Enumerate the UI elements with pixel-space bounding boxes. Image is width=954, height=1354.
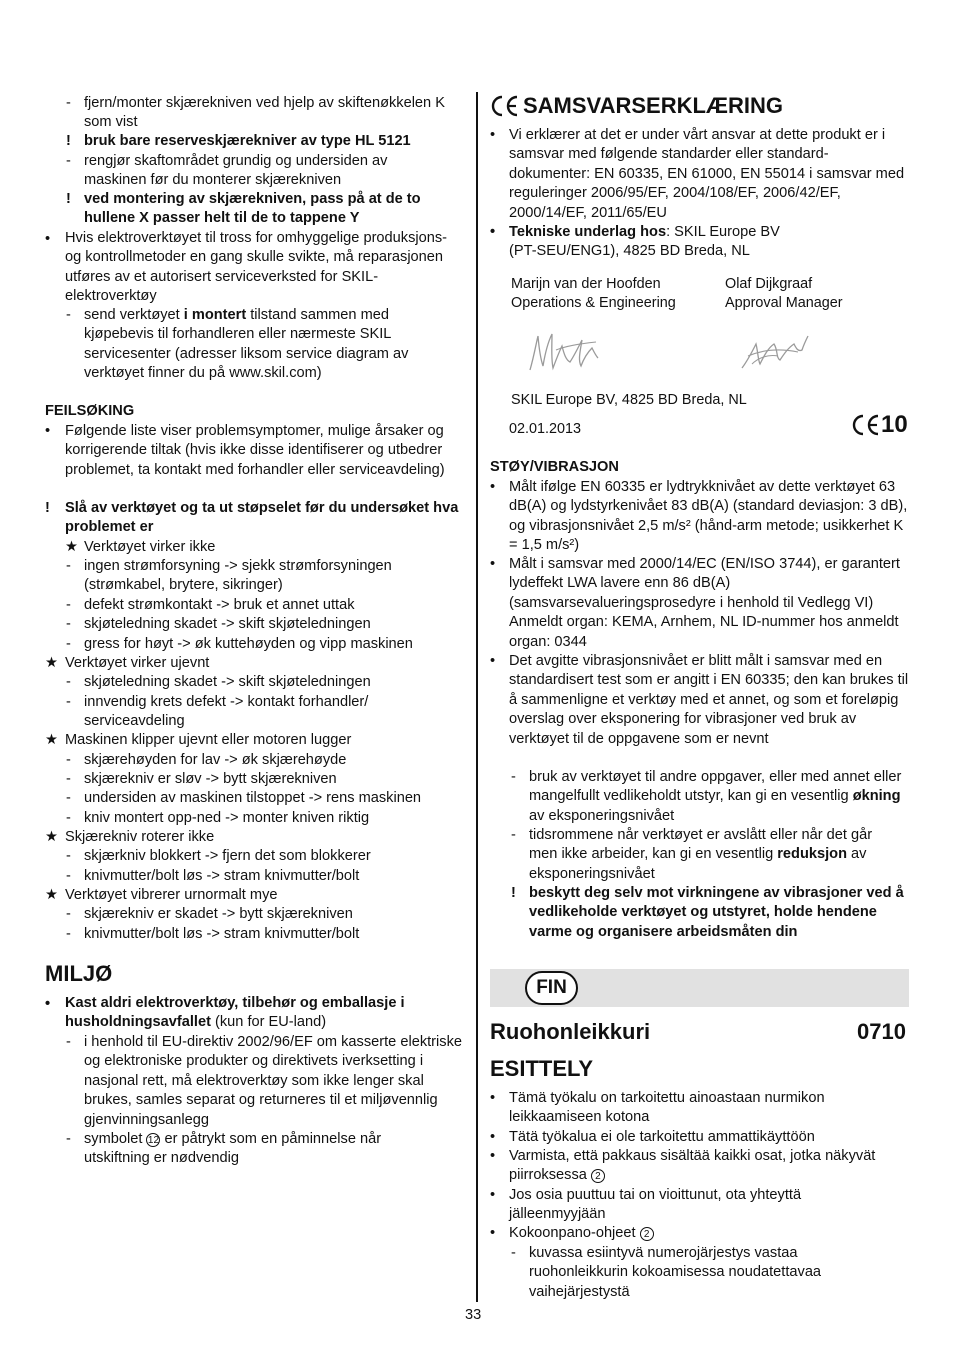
fi-bullet: Varmista, että pakkaus sisältää kaikki osat, jotka näkyvät piirroksessa 2: [509, 1148, 876, 1184]
company-line: SKIL Europe BV, 4825 BD Breda, NL: [511, 392, 747, 408]
trouble-cause: undersiden av maskinen tilstoppet -> rens maskinen: [84, 790, 422, 806]
ce-mark-icon: [490, 94, 520, 118]
trouble-cause: kniv montert opp-ned -> monter kniven riktig: [84, 810, 370, 826]
trouble-cause: skjærehøyden for lav -> øk skjærehøyde: [84, 752, 347, 768]
list-item: rengjør skaftområdet grundig og undersiden av maskinen før du monterer skjærekniven: [84, 153, 388, 189]
trouble-cause: defekt strømkontakt -> bruk et annet uttak: [84, 597, 355, 613]
feilsoking-intro: Følgende liste viser problemsymptomer, mulige årsaker og korrigerende tiltak (hvis ikke disse identifiserer og utbedrer problemet, ta kontakt med forhandler eller serviceavdeling): [65, 423, 445, 478]
dash-marker: -: [66, 1131, 71, 1147]
service-bullet: Hvis elektroverktøyet til tross for omhyggelige produksjons- og kontrollmetoder en gang skulle svikte, må reparasjonen utføres av et autorisert serviceverksted for SKIL-elektroverktøy: [65, 230, 448, 305]
signer-title: Approval Manager: [725, 295, 843, 311]
ce-mark-year: [852, 412, 914, 438]
dash-marker: -: [66, 558, 71, 574]
signature-image: [526, 326, 602, 378]
miljo-heading: MILJØ: [45, 961, 113, 986]
dash-marker: -: [66, 926, 71, 942]
star-marker: ★: [65, 539, 79, 555]
trouble-cause: skjøteledning skadet -> skift skjøteledningen: [84, 674, 371, 690]
bullet-marker: •: [45, 423, 51, 439]
stoy-sub-item: tidsrommene når verktøyet er avslått eller når det går men ikke arbeider, kan gi en vesentlig reduksjon av eksponeringsnivået: [529, 827, 873, 882]
fi-bullet: Jos osia puuttuu tai on vioittunut, ota yhteyttä jälleenmyyjään: [509, 1187, 802, 1223]
dash-marker: -: [66, 694, 71, 710]
fi-bullet: Tämä työkalu on tarkoitettu ainoastaan nurmikon leikkaamiseen kotona: [509, 1090, 825, 1126]
dash-marker: -: [66, 1034, 71, 1050]
trouble-cause: knivmutter/bolt løs -> stram knivmutter/bolt: [84, 868, 360, 884]
bullet-marker: •: [490, 479, 496, 495]
dash-marker: -: [511, 1245, 516, 1261]
dash-marker: -: [511, 827, 516, 843]
list-item: fjern/monter skjærekniven ved hjelp av skiftenøkkelen K som vist: [84, 95, 445, 131]
star-marker: ★: [45, 655, 59, 671]
fi-sub-item: kuvassa esiintyvä numerojärjestys vastaa ruohonleikkurin kokoamisessa noudatettavaa vaihejärjestystä: [529, 1245, 822, 1300]
samsvar-bullet: Vi erklærer at det er under vårt ansvar at dette produkt er i samsvar med følgende standarder eller standard-dokumenter: EN 60335, EN 61000, EN 55014 i samsvar med reguleringer 2006/95/EF, 2004/108/EF, 2006/42/EF, 2000/14/EF, 2011/65/EU: [509, 127, 905, 221]
stoy-bullet: Målt ifølge EN 60335 er lydtrykknivået av dette verktøyet 63 dB(A) og lydstyrkenivået 83 dB(A) (standard deviasjon: 3 dB), og vibrasjonsnivået 2,5 m/s² (hånd-arm metode; usikkerhet K = 1,5 m/s²): [509, 479, 908, 554]
dash-marker: -: [66, 752, 71, 768]
bullet-marker: •: [490, 1129, 496, 1145]
ce-mark-icon: [852, 412, 880, 438]
trouble-symptom: Skjærekniv roterer ikke: [65, 829, 215, 845]
feilsoking-warning: Slå av verktøyet og ta ut støpselet før du undersøket hva problemet er: [65, 500, 459, 536]
dash-marker: -: [66, 95, 71, 111]
dash-marker: -: [66, 906, 71, 922]
trouble-cause: skjærekniv er sløv -> bytt skjærekniven: [84, 771, 337, 787]
bullet-marker: •: [490, 653, 496, 669]
ce-year: 10: [881, 411, 908, 438]
product-code: 0710: [857, 1019, 906, 1044]
list-item: ved montering av skjærekniven, pass på at de to hullene X passer helt til de to tappene Y: [84, 191, 421, 227]
bullet-marker: •: [45, 231, 51, 247]
trouble-symptom: Maskinen klipper ujevnt eller motoren lugger: [65, 732, 352, 748]
warning-marker: !: [66, 191, 71, 207]
dash-marker: -: [66, 790, 71, 806]
signature-image: [738, 330, 810, 374]
stoy-heading: STØY/VIBRASJON: [490, 459, 619, 475]
stoy-warning: beskytt deg selv mot virkningene av vibrasjoner ved å vedlikeholde verktøyet og utstyret, holde hendene varme og organisere arbeidsmåten din: [529, 885, 904, 940]
dash-marker: -: [66, 636, 71, 652]
trouble-cause: gress for høyt -> øk kuttehøyden og vipp maskinen: [84, 636, 413, 652]
signer-name: Olaf Dijkgraaf: [725, 276, 813, 292]
fi-bullet: Kokoonpano-ohjeet 2: [509, 1224, 889, 1243]
dash-marker: -: [511, 769, 516, 785]
bullet-marker: •: [490, 127, 496, 143]
trouble-cause: skjærkniv blokkert -> fjern det som blokkerer: [84, 848, 371, 864]
reference-number: 2: [591, 1169, 605, 1183]
warning-marker: !: [45, 500, 50, 516]
samsvar-heading: SAMSVARSERKLÆRING: [523, 93, 783, 118]
miljo-sub-item: symbolet 12 er påtrykt som en påminnelse når utskiftning er nødvendig: [84, 1131, 382, 1167]
miljo-sub-item: i henhold til EU-direktiv 2002/96/EF om kasserte elektriske og elektroniske produkter og direktivets iverksetting i nasjonal rett, må elektroverktøy som ikke lenger skal brukes, samles separat og returneres til et miljøvennlig gjenvinningsanlegg: [84, 1034, 462, 1128]
service-sub-item: send verktøyet i montert tilstand sammen med kjøpebevis til forhandleren eller nærmeste SKIL servicesenter (adresser liksom service diagram av verktøyet finner du på www.skil.com): [84, 307, 409, 382]
dash-marker: -: [66, 307, 71, 323]
signer-title: Operations & Engineering: [511, 295, 676, 311]
bullet-marker: •: [45, 996, 51, 1012]
dash-marker: -: [66, 674, 71, 690]
bullet-marker: •: [490, 1225, 496, 1241]
stoy-sub-item: bruk av verktøyet til andre oppgaver, eller med annet eller mangelfullt vedlikeholdt utstyr, kan gi en vesentlig økning av eksponeringsnivået: [529, 769, 902, 824]
bullet-marker: •: [490, 224, 496, 240]
bullet-marker: •: [490, 1148, 496, 1164]
star-marker: ★: [45, 829, 59, 845]
samsvar-bullet: Tekniske underlag hos: SKIL Europe BV (PT-SEU/ENG1), 4825 BD Breda, NL: [509, 224, 780, 260]
dash-marker: -: [66, 771, 71, 787]
trouble-cause: skjærekniv er skadet -> bytt skjærekniven: [84, 906, 353, 922]
dash-marker: -: [66, 597, 71, 613]
star-marker: ★: [45, 887, 59, 903]
list-item: bruk bare reserveskjærekniver av type HL 5121: [84, 133, 411, 149]
stoy-bullet: Målt i samsvar med 2000/14/EC (EN/ISO 3744), er garantert lydeffekt LWA lavere enn 86 dB(A) (samsvarsevalueringsprosedyre i henhold til Vedlegg VI) Anmeldt organ: KEMA, Arnhem, NL ID-nummer hos anmeldt organ: 0344: [509, 556, 900, 650]
dash-marker: -: [66, 616, 71, 632]
signer-name: Marijn van der Hoofden: [511, 276, 661, 292]
dash-marker: -: [66, 868, 71, 884]
trouble-cause: ingen strømforsyning -> sjekk strømforsyningen (strømkabel, brytere, sikringer): [84, 558, 392, 594]
trouble-symptom: Verktøyet virker ujevnt: [65, 655, 210, 671]
trouble-cause: innvendig krets defekt -> kontakt forhandler/ serviceavdeling: [84, 694, 369, 730]
declaration-date: 02.01.2013: [509, 421, 582, 437]
reference-number: 12: [147, 1135, 160, 1146]
dash-marker: -: [66, 810, 71, 826]
warning-marker: !: [66, 133, 71, 149]
warning-marker: !: [511, 885, 516, 901]
trouble-cause: knivmutter/bolt løs -> stram knivmutter/bolt: [84, 926, 360, 942]
star-marker: ★: [45, 732, 59, 748]
trouble-symptom: Verktøyet vibrerer urnormalt mye: [65, 887, 278, 903]
product-name: Ruohonleikkuri: [490, 1019, 651, 1044]
fi-bullet: Tätä työkalua ei ole tarkoitettu ammattikäyttöön: [509, 1129, 815, 1145]
trouble-symptom: Verktøyet virker ikke: [84, 539, 216, 555]
bullet-marker: •: [490, 1187, 496, 1203]
column-divider: [476, 92, 478, 1302]
page-number: 33: [465, 1307, 482, 1323]
language-badge: FIN: [525, 971, 578, 1005]
bullet-marker: •: [490, 1090, 496, 1106]
trouble-cause: skjøteledning skadet -> skift skjøteledningen: [84, 616, 371, 632]
dash-marker: -: [66, 848, 71, 864]
bullet-marker: •: [490, 556, 496, 572]
dash-marker: -: [66, 153, 71, 169]
reference-number: 2: [640, 1227, 654, 1241]
miljo-bullet: Kast aldri elektroverktøy, tilbehør og emballasje i husholdningsavfallet (kun for EU-land): [65, 995, 405, 1031]
stoy-bullet: Det avgitte vibrasjonsnivået er blitt målt i samsvar med en standardisert test som er angitt i EN 60335; den kan brukes til å sammenligne et verktøy med et annet, og som et foreløpig overslag over eksponering for vibrasjoner ved bruk av verktøyet til de oppgavene som er nevnt: [509, 653, 909, 747]
feilsoking-heading: FEILSØKING: [45, 403, 135, 419]
esittely-heading: ESITTELY: [490, 1056, 594, 1081]
